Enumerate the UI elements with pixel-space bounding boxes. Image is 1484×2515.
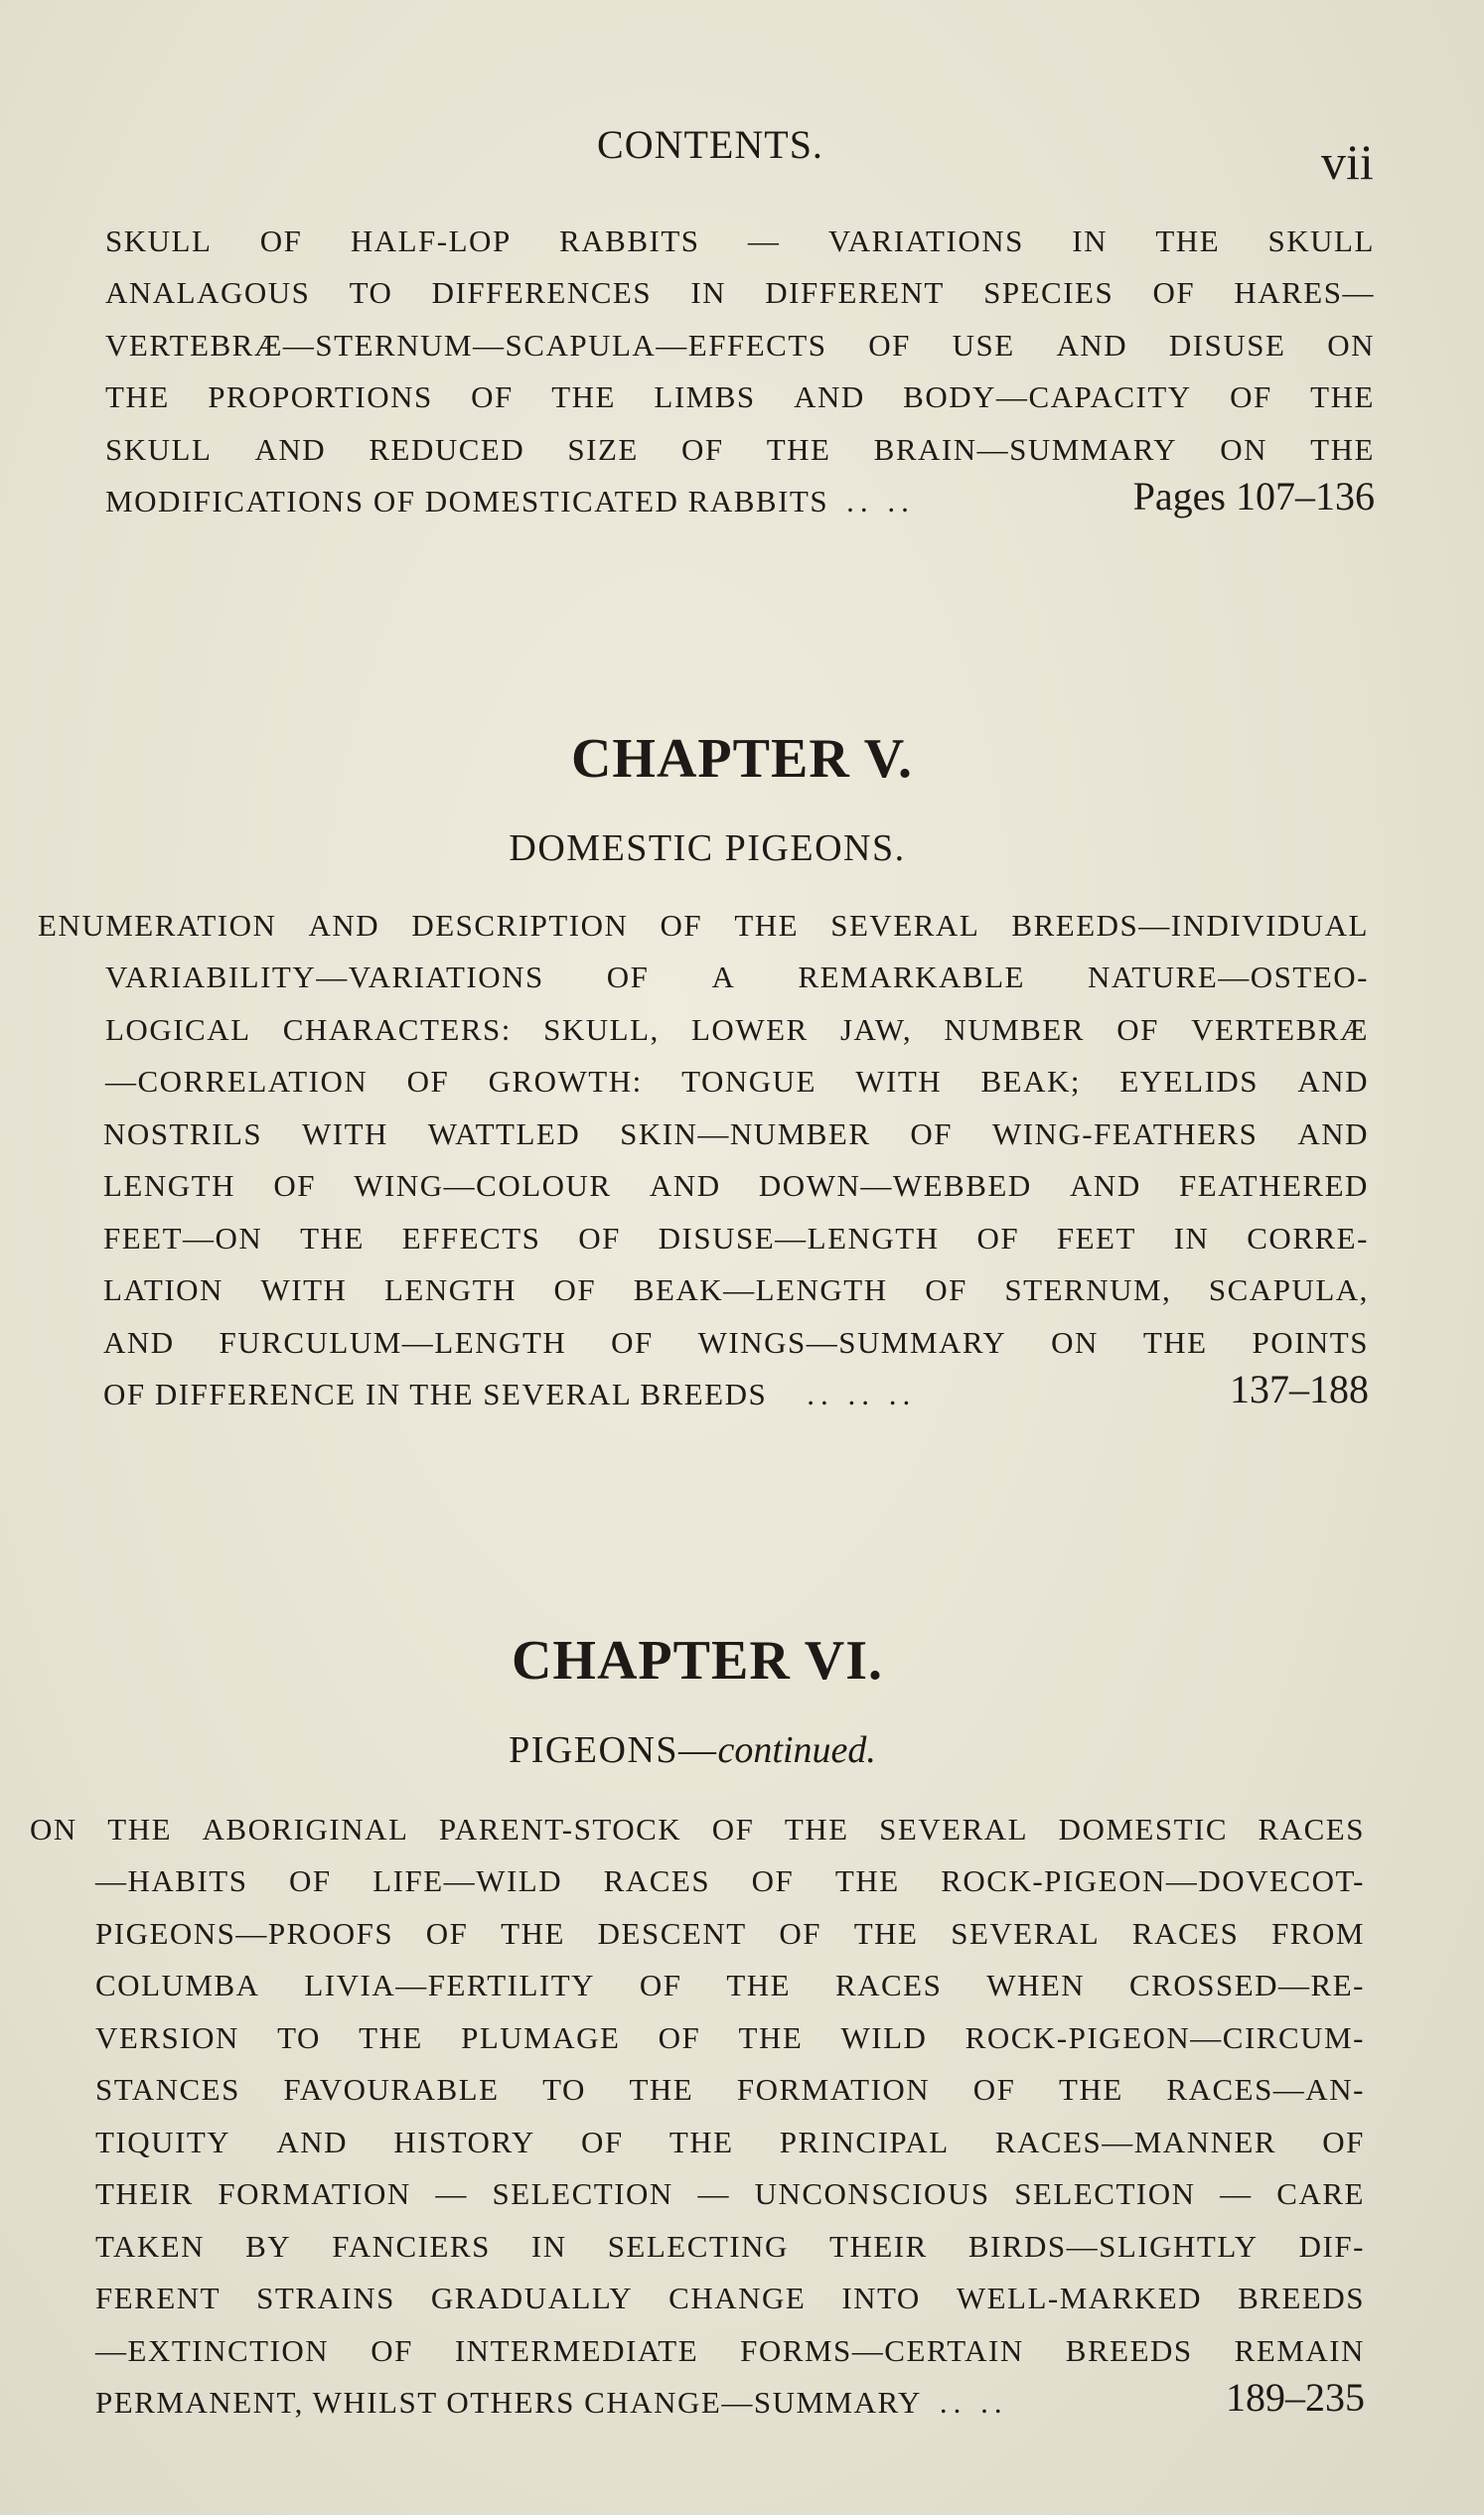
word: DIFFERENCES <box>431 275 653 310</box>
word: COLUMBA <box>95 1968 260 2002</box>
word: OF <box>660 907 703 943</box>
text-line-last: OF DIFFERENCE IN THE SEVERAL BREEDS .. .. .. 137–188 <box>103 1367 1369 1411</box>
word: RACES—MANNER <box>994 2124 1277 2159</box>
word: EYELIDS <box>1119 1064 1259 1099</box>
word: THE <box>1310 379 1375 414</box>
word: STANCES <box>95 2072 240 2107</box>
text-line <box>95 2212 1365 2265</box>
word: BEAK—LENGTH <box>633 1272 888 1307</box>
word: FEATHERED <box>1179 1168 1369 1203</box>
text-line <box>95 2160 1365 2213</box>
word: DISUSE—LENGTH <box>658 1220 940 1256</box>
word: OF <box>1116 1011 1159 1047</box>
word: WHEN <box>986 1968 1086 2002</box>
word: OF <box>425 1915 469 1951</box>
word: UNCONSCIOUS <box>754 2176 990 2211</box>
word: —HABITS <box>95 1863 248 1898</box>
word: ON <box>1051 1324 1099 1360</box>
word: —EXTINCTION <box>95 2332 330 2368</box>
word: FAVOURABLE <box>283 2072 500 2107</box>
word: PLUMAGE <box>461 2019 621 2055</box>
word: THE <box>1059 2072 1123 2107</box>
word: HALF-LOP <box>350 222 512 258</box>
word: WATTLED <box>427 1115 581 1151</box>
word: OF <box>711 1811 755 1847</box>
word: SKULL <box>105 222 213 258</box>
word: AND <box>1297 1064 1369 1099</box>
word: DISUSE <box>1168 327 1286 363</box>
page-range: Pages 107–136 <box>1132 474 1375 518</box>
word: AND <box>1297 1115 1369 1151</box>
word: ROCK-PIGEON—DOVECOT- <box>941 1863 1365 1898</box>
word: AND <box>103 1324 175 1360</box>
text-line <box>95 2265 1365 2317</box>
text-line <box>105 207 1375 259</box>
word: LATION <box>103 1272 223 1307</box>
text-line-last: MODIFICATIONS OF DOMESTICATED RABBITS .. .. Pages 107–136 <box>105 474 1375 518</box>
word: DIFFERENT <box>765 275 945 310</box>
word: BY <box>245 2228 292 2264</box>
word: WILD <box>840 2019 928 2055</box>
word: OF <box>972 2072 1016 2107</box>
word: THE <box>551 379 616 414</box>
word: OF <box>976 1220 1020 1256</box>
word: CARE <box>1276 2176 1365 2211</box>
word: THE <box>629 2072 694 2107</box>
word: THE <box>734 907 800 943</box>
text-line <box>105 415 1375 468</box>
text-line <box>105 995 1369 1048</box>
text-line <box>38 891 1369 944</box>
text-line <box>30 1795 1365 1848</box>
word: OF <box>578 1220 621 1256</box>
word: RACES <box>1258 1811 1365 1847</box>
word: THE <box>105 379 170 414</box>
word: THE <box>1155 222 1221 258</box>
word: TO <box>542 2072 586 2107</box>
word: — <box>1220 2176 1253 2211</box>
word: STERNUM, <box>1004 1272 1172 1307</box>
text-line <box>103 1152 1369 1205</box>
word: PIGEONS—PROOFS <box>95 1915 394 1951</box>
chapter-subtitle: DOMESTIC PIGEONS. <box>509 827 906 869</box>
word: LIMBS <box>654 379 756 414</box>
word: OF <box>1322 2124 1365 2159</box>
word: OF <box>639 1968 682 2002</box>
word: TAKEN <box>95 2228 206 2264</box>
word: RACES <box>603 1863 711 1898</box>
word: OF <box>611 1324 654 1360</box>
word: PROPORTIONS <box>208 379 433 414</box>
word: SELECTION <box>492 2176 673 2211</box>
word: THE <box>107 1811 173 1847</box>
word: VARIATIONS <box>827 222 1024 258</box>
word: THE <box>784 1811 849 1847</box>
word: IN <box>530 2228 567 2264</box>
word: — <box>747 222 781 258</box>
leader-dots: .. .. <box>846 484 915 518</box>
word: REMAIN <box>1234 2332 1365 2368</box>
word: IN <box>1072 222 1108 258</box>
word: SEVERAL <box>830 907 980 943</box>
word: SKULL, <box>543 1011 660 1047</box>
word: TIQUITY <box>95 2124 231 2159</box>
word: RABBITS <box>559 222 700 258</box>
word: IN <box>690 275 727 310</box>
text-line <box>105 1048 1369 1101</box>
word: SKULL <box>105 431 213 467</box>
word: OF <box>658 2019 701 2055</box>
word: WITH <box>260 1272 348 1307</box>
word: A <box>711 960 736 994</box>
text-line <box>95 1848 1365 1900</box>
word: AND <box>308 907 380 943</box>
word: OF <box>606 960 650 994</box>
text-line <box>105 311 1375 364</box>
word: BREEDS <box>1065 2332 1193 2368</box>
word: FORMATION <box>736 2072 931 2107</box>
word: ROCK-PIGEON—CIRCUM- <box>965 2019 1365 2055</box>
word: OF <box>1230 379 1272 414</box>
text-line <box>105 364 1375 416</box>
word: —CORRELATION <box>105 1064 369 1099</box>
word: OF <box>751 1863 795 1898</box>
word: THE <box>359 2019 423 2055</box>
word: HISTORY <box>393 2124 535 2159</box>
word: AND <box>649 1168 721 1203</box>
word: SELECTION <box>1014 2176 1196 2211</box>
word: WITH <box>302 1115 388 1151</box>
word: OF <box>1152 275 1196 310</box>
contents-entry-chapter-5 <box>38 891 1369 1412</box>
word: VARIABILITY—VARIATIONS <box>105 960 544 994</box>
word: DESCENT <box>597 1915 747 1951</box>
word: SKULL <box>1267 222 1375 258</box>
word: REDUCED <box>369 431 525 467</box>
word: TO <box>349 275 393 310</box>
word: CORRE- <box>1247 1220 1369 1256</box>
word: FROM <box>1271 1915 1365 1951</box>
word: IN <box>1173 1220 1210 1256</box>
word: — <box>435 2176 468 2211</box>
word: THEIR <box>95 2176 194 2211</box>
word: SKIN—NUMBER <box>620 1115 871 1151</box>
word: PRINCIPAL <box>779 2124 950 2159</box>
word: DOWN—WEBBED <box>758 1168 1032 1203</box>
word: NOSTRILS <box>103 1115 263 1151</box>
text-line <box>105 944 1369 996</box>
word: LENGTH <box>103 1168 235 1203</box>
word: THE <box>726 1968 792 2002</box>
chapter-heading: CHAPTER VI. <box>511 1630 883 1692</box>
word: THE <box>300 1220 365 1256</box>
word: OF <box>925 1272 967 1307</box>
word: OF <box>471 379 514 414</box>
word: BREEDS—INDIVIDUAL <box>1011 907 1369 943</box>
word: LENGTH <box>383 1272 517 1307</box>
word: USE <box>952 327 1015 363</box>
word: VERTEBRÆ <box>1191 1011 1369 1047</box>
word: GROWTH: <box>488 1064 643 1099</box>
text-line <box>95 2108 1365 2160</box>
word: OF <box>406 1064 450 1099</box>
word: VERTEBRÆ—STERNUM—SCAPULA—EFFECTS <box>105 327 827 363</box>
contents-entry-rabbits <box>105 207 1375 519</box>
word: WINGS—SUMMARY <box>697 1324 1007 1360</box>
word: AND <box>1056 327 1128 363</box>
word: BRAIN—SUMMARY <box>873 431 1178 467</box>
word: SEVERAL <box>951 1915 1101 1951</box>
word: CHARACTERS: <box>282 1011 512 1047</box>
word: ON <box>1220 431 1268 467</box>
text-line <box>95 2056 1365 2109</box>
text-line-last: PERMANENT, WHILST OTHERS CHANGE—SUMMARY .. .. 189–235 <box>95 2375 1365 2420</box>
word: OF <box>779 1915 821 1951</box>
contents-entry-chapter-6 <box>30 1795 1365 2421</box>
word: AND <box>1070 1168 1141 1203</box>
text-line <box>95 2316 1365 2369</box>
text-line <box>103 1204 1369 1257</box>
leader-dots: .. .. <box>939 2385 1008 2420</box>
chapter-subtitle: PIGEONS—continued. <box>509 1729 876 1771</box>
word: OF <box>868 327 911 363</box>
word: FERENT <box>95 2281 222 2315</box>
word: OF <box>259 222 303 258</box>
word: THE <box>834 1863 900 1898</box>
word: LOWER <box>691 1011 809 1047</box>
word: OF <box>581 2124 624 2159</box>
word: RACES—AN- <box>1166 2072 1365 2107</box>
word: WELL-MARKED <box>956 2281 1203 2315</box>
word: THE <box>1142 1324 1208 1360</box>
text-line <box>95 2003 1365 2056</box>
word: OF <box>910 1115 954 1151</box>
word: NATURE—OSTEO- <box>1088 960 1369 994</box>
word: INTO <box>841 2281 921 2315</box>
word: BIRDS—SLIGHTLY <box>967 2228 1259 2264</box>
word: VERSION <box>95 2019 239 2055</box>
word: BODY—CAPACITY <box>903 379 1192 414</box>
word: GRADUALLY <box>430 2281 634 2315</box>
word: LIVIA—FERTILITY <box>304 1968 596 2002</box>
word: OF <box>553 1272 597 1307</box>
word: LOGICAL <box>105 1011 251 1047</box>
word: DOMESTIC <box>1058 1811 1229 1847</box>
text-line <box>103 1308 1369 1361</box>
word: RACES <box>1131 1915 1240 1951</box>
chapter-heading: CHAPTER V. <box>570 728 913 790</box>
word: SCAPULA, <box>1208 1272 1369 1307</box>
word: WITH <box>855 1064 943 1099</box>
word: AND <box>794 379 865 414</box>
word: BREEDS <box>1238 2281 1365 2315</box>
word: FORMS—CERTAIN <box>740 2332 1024 2368</box>
word: THE <box>668 2124 734 2159</box>
word: OF <box>273 1168 316 1203</box>
word: STRAINS <box>256 2281 395 2315</box>
word: TO <box>277 2019 321 2055</box>
word: POINTS <box>1252 1324 1369 1360</box>
word: HARES— <box>1234 275 1375 310</box>
word: SEVERAL <box>879 1811 1029 1847</box>
word: CROSSED—RE- <box>1129 1968 1365 2002</box>
word: OF <box>371 2332 413 2368</box>
word: LIFE—WILD <box>372 1863 563 1898</box>
leader-dots: .. .. .. <box>807 1377 917 1411</box>
page-range: 137–188 <box>1230 1367 1369 1411</box>
page-number: vii <box>1321 134 1374 190</box>
text-line <box>95 1952 1365 2004</box>
word: FEET—ON <box>103 1220 263 1256</box>
word: ABORIGINAL <box>202 1811 409 1847</box>
word: JAW, <box>839 1011 913 1047</box>
word: FURCULUM—LENGTH <box>219 1324 567 1360</box>
word: AND <box>276 2124 349 2159</box>
page-range: 189–235 <box>1226 2375 1365 2420</box>
text-line <box>105 259 1375 312</box>
word: EFFECTS <box>401 1220 541 1256</box>
word: FORMATION <box>218 2176 411 2211</box>
word: INTERMEDIATE <box>454 2332 699 2368</box>
word: ON <box>1327 327 1375 363</box>
word: THE <box>1310 431 1375 467</box>
word: OF <box>680 431 724 467</box>
word: TONGUE <box>681 1064 816 1099</box>
word: ENUMERATION <box>38 907 277 943</box>
word: THE <box>766 431 831 467</box>
text-line <box>95 1899 1365 1952</box>
word: THE <box>853 1915 919 1951</box>
word: THE <box>501 1915 565 1951</box>
word: SPECIES <box>983 275 1114 310</box>
word: SIZE <box>567 431 639 467</box>
text-line <box>103 1100 1369 1152</box>
word: WING—COLOUR <box>354 1168 612 1203</box>
word: DIF- <box>1298 2228 1365 2264</box>
word: AND <box>254 431 327 467</box>
word: ANALAGOUS <box>105 275 311 310</box>
word: BEAK; <box>980 1064 1081 1099</box>
word: FANCIERS <box>332 2228 491 2264</box>
word: NUMBER <box>944 1011 1085 1047</box>
text-line <box>103 1257 1369 1309</box>
word: REMARKABLE <box>798 960 1025 994</box>
running-header: CONTENTS. <box>597 122 823 167</box>
word: FEET <box>1056 1220 1136 1256</box>
word: THE <box>738 2019 804 2055</box>
word: THEIR <box>829 2228 928 2264</box>
word: ON <box>30 1811 77 1847</box>
word: — <box>697 2176 730 2211</box>
word: RACES <box>834 1968 943 2002</box>
word: CHANGE <box>668 2281 807 2315</box>
word: OF <box>289 1863 332 1898</box>
word: PARENT-STOCK <box>438 1811 682 1847</box>
word: SELECTING <box>607 2228 789 2264</box>
word: DESCRIPTION <box>411 907 629 943</box>
word: WING-FEATHERS <box>991 1115 1259 1151</box>
